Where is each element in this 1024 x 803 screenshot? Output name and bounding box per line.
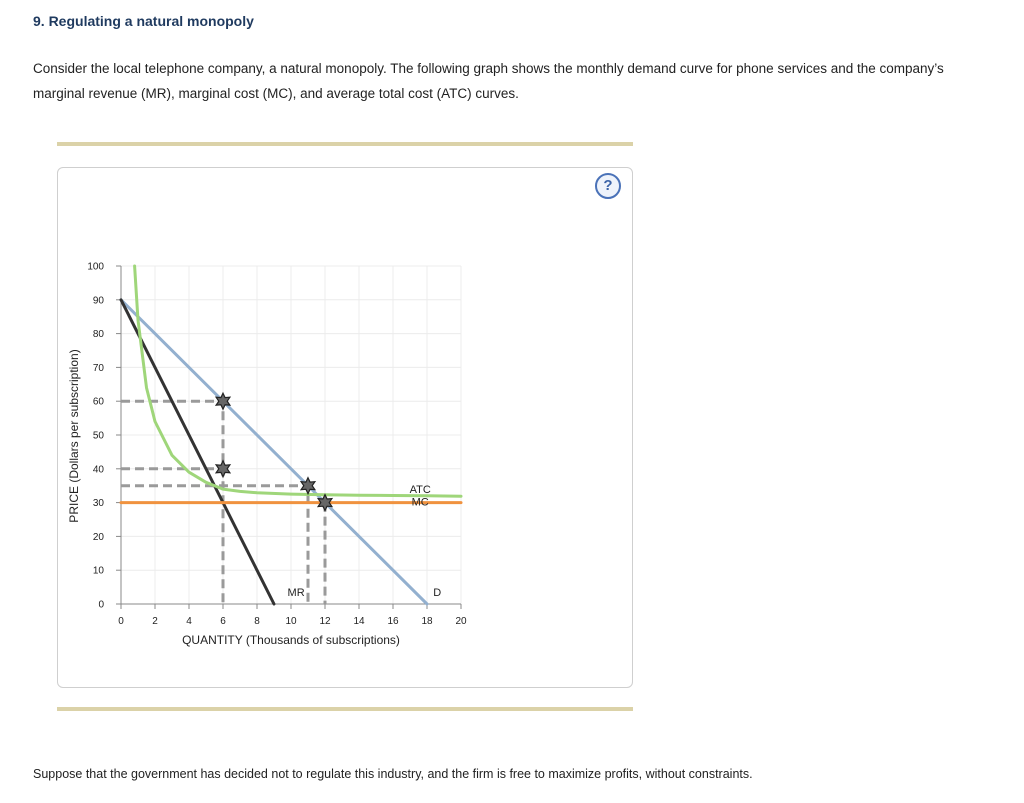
x-tick-label-4: 4 (186, 616, 192, 627)
y-tick-label-0: 0 (98, 599, 104, 611)
x-tick-label-20: 20 (455, 616, 467, 627)
y-tick-label-100: 100 (87, 261, 104, 273)
x-axis-label: QUANTITY (Thousands of subscriptions) (182, 633, 400, 647)
grid (121, 266, 461, 604)
question-footer: Suppose that the government has decided not to regulate this industry, and the firm is free to maximize profits, without constraints. (33, 767, 753, 781)
label-mc: MC (411, 496, 429, 509)
x-tick-label-18: 18 (421, 616, 433, 627)
y-tick-label-10: 10 (92, 565, 104, 577)
label-d: D (433, 586, 442, 599)
question-title: 9. Regulating a natural monopoly (33, 13, 254, 29)
y-tick-label-50: 50 (92, 430, 104, 442)
y-tick-label-90: 90 (92, 295, 104, 307)
y-tick-label-60: 60 (92, 396, 104, 408)
x-tick-label-2: 2 (152, 616, 158, 627)
x-tick-label-10: 10 (285, 616, 297, 627)
ticks (87, 262, 467, 628)
bottom-divider (57, 707, 633, 711)
x-tick-label-0: 0 (118, 616, 124, 627)
question-intro: Consider the local telephone company, a natural monopoly. The following graph shows the monthly demand curve for phone services and the company’s marginal revenue (MR), marginal cost (MC), and average total cost (ATC) curves. (33, 61, 944, 101)
y-tick-label-30: 30 (92, 498, 104, 510)
x-tick-label-8: 8 (254, 616, 260, 627)
y-axis-label: PRICE (Dollars per subscription) (67, 349, 81, 523)
x-tick-label-6: 6 (220, 616, 226, 627)
mr-curve[interactable] (121, 300, 274, 604)
atc-curve[interactable] (135, 266, 461, 496)
demand-curve[interactable] (121, 300, 427, 604)
label-mr: MR (287, 586, 305, 599)
x-tick-label-12: 12 (319, 616, 331, 627)
x-tick-label-14: 14 (353, 616, 365, 627)
y-tick-label-20: 20 (92, 531, 104, 543)
x-tick-label-16: 16 (387, 616, 399, 627)
star-marker-2[interactable] (216, 461, 230, 477)
label-atc: ATC (409, 484, 431, 497)
help-button[interactable]: ? (595, 173, 621, 199)
y-tick-label-80: 80 (92, 329, 104, 341)
y-tick-label-40: 40 (92, 464, 104, 476)
y-tick-label-70: 70 (92, 362, 104, 374)
